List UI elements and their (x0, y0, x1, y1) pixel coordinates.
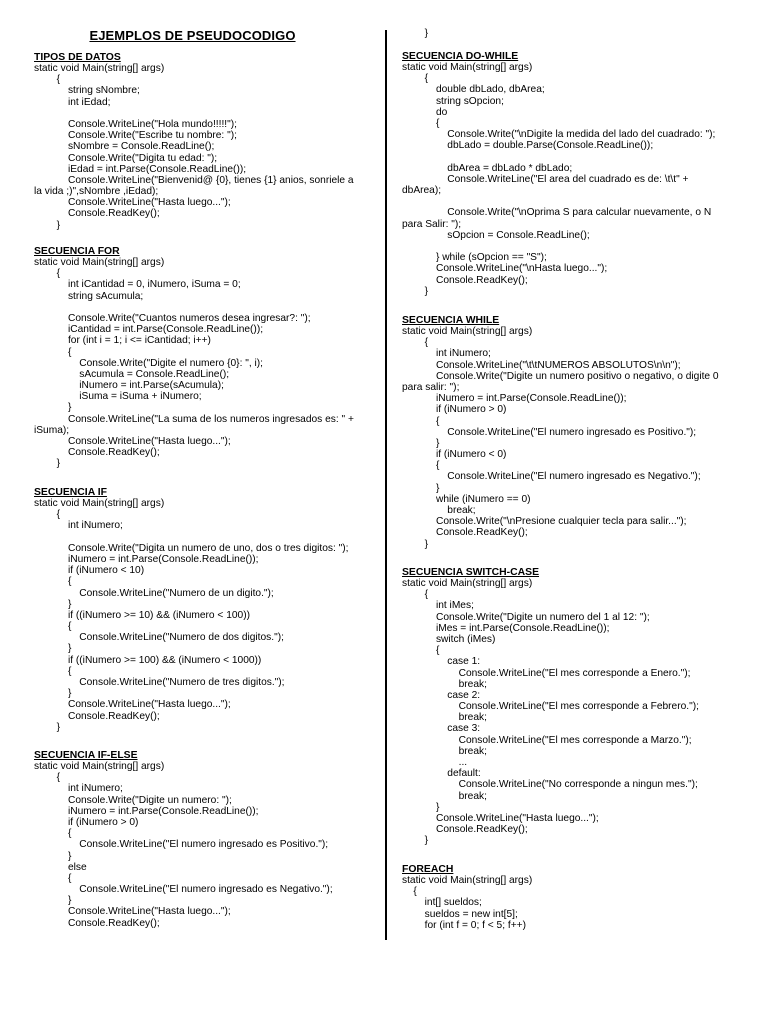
code-line: for (int i = 1; i <= iCantidad; i++) (34, 335, 211, 347)
code-line: if ((iNumero >= 10) && (iNumero < 100)) (34, 609, 250, 621)
code-line: int iEdad; (34, 96, 111, 108)
code-line: Console.ReadKey(); (34, 208, 160, 220)
page-title: EJEMPLOS DE PSEUDOCODIGO (89, 28, 296, 43)
code-line: } (34, 721, 61, 733)
code-line (402, 152, 758, 163)
column-divider (385, 30, 387, 940)
code-line: { (402, 645, 440, 657)
code-line: } (34, 643, 72, 655)
code-line: Console.ReadKey(); (402, 274, 528, 286)
code-line: Console.WriteLine("Numero de dos digitos."); (34, 632, 284, 644)
section-secuencia-if (34, 487, 380, 733)
code-line: iSuma = iSuma + iNumero; (34, 391, 202, 403)
section-secuencia-if-else (34, 750, 380, 929)
section-foreach (402, 864, 758, 931)
code-line: } (34, 895, 72, 907)
code-line: } (402, 801, 440, 813)
code-line: Console.WriteLine("\nHasta luego..."); (402, 263, 608, 275)
code-line: { (34, 872, 72, 884)
code-line: } (402, 28, 429, 39)
code-line: Console.Write("Digita un numero de uno, dos o tres digitos: "); (34, 542, 349, 554)
code-line: } (34, 402, 72, 414)
code-line: Console.Write("Digite un numero positivo o negativo, o digite 0 (402, 370, 719, 382)
section-heading: SECUENCIA SWITCH-CASE (402, 567, 540, 578)
code-line: sueldos = new int[5]; (402, 908, 518, 920)
code-line: } while (sOpcion == "S"); (402, 252, 547, 264)
code-line: iCantidad = int.Parse(Console.ReadLine()); (34, 324, 264, 336)
code-line (34, 302, 380, 313)
code-line: if (iNumero < 0) (402, 449, 507, 461)
code-line (34, 108, 380, 119)
code-line: static void Main(string[] args) (34, 257, 165, 268)
code-line: } (34, 219, 61, 231)
section-heading: SECUENCIA WHILE (402, 315, 500, 326)
section-tipos-de-datos (34, 52, 380, 231)
code-line: Console.WriteLine("La suma de los numeros ingresados es: " + (34, 413, 354, 425)
section-secuencia-while (402, 315, 758, 550)
code-line: sAcumula = Console.ReadLine(); (34, 368, 230, 380)
code-line: } (402, 538, 429, 550)
code-line: { (402, 886, 417, 898)
code-line: Console.Write("\nDigite la medida del lado del cuadrado: "); (402, 129, 716, 141)
code-line: { (34, 509, 61, 521)
code-line: Console.WriteLine("Numero de un digito."); (34, 587, 274, 599)
code-line: Console.WriteLine("\t\tNUMEROS ABSOLUTOS\n\n"); (402, 359, 681, 371)
code-line: Console.ReadKey(); (34, 917, 160, 929)
code-line: Console.Write("Digita tu edad: "); (34, 152, 218, 164)
code-line: para salir: "); (402, 381, 460, 393)
code-line: sOpcion = Console.ReadLine(); (402, 229, 590, 241)
code-line: } (34, 688, 72, 700)
code-line: } (402, 482, 440, 494)
code-line: dbLado = double.Parse(Console.ReadLine()); (402, 140, 654, 152)
code-line: int iMes; (402, 600, 474, 612)
code-line: Console.WriteLine("El numero ingresado es Positivo."); (402, 426, 697, 438)
code-line: dbArea); (402, 185, 442, 197)
code-line: { (34, 74, 61, 86)
code-line: iMes = int.Parse(Console.ReadLine()); (402, 622, 610, 634)
code-line: { (402, 117, 440, 129)
code-line: Console.WriteLine("Hasta luego..."); (34, 197, 231, 209)
code-line: int iNumero; (402, 348, 491, 360)
code-line: if (iNumero > 0) (402, 404, 507, 416)
code-line: Console.WriteLine("Hola mundo!!!!!"); (34, 118, 237, 130)
code-line: Console.WriteLine("Hasta luego..."); (34, 906, 231, 918)
code-line: Console.ReadKey(); (34, 447, 160, 459)
code-line: case 3: (402, 723, 481, 735)
code-line: Console.Write("Digite el numero {0}: ", i); (34, 357, 263, 369)
code-line: la vida ;)",sNombre ,iEdad); (34, 186, 159, 198)
code-line: int[] sueldos; (402, 897, 482, 909)
code-line: switch (iMes) (402, 633, 496, 645)
code-line: { (34, 772, 61, 784)
section-heading: SECUENCIA FOR (34, 246, 120, 257)
code-line (402, 241, 758, 252)
section-secuencia-do-while (402, 51, 758, 297)
code-line: int iCantidad = 0, iNumero, iSuma = 0; (34, 279, 241, 291)
code-line (34, 532, 380, 543)
code-line: } (34, 458, 61, 470)
code-line: Console.Write("\nOprima S para calcular nuevamente, o N (402, 207, 712, 219)
code-line: Console.WriteLine("El numero ingresado es Negativo."); (402, 471, 701, 483)
code-line: break; (402, 505, 476, 516)
code-line: if (iNumero > 0) (34, 816, 139, 828)
code-line: iSuma); (34, 424, 70, 436)
code-line: static void Main(string[] args) (34, 761, 165, 772)
code-line: iNumero = int.Parse(Console.ReadLine()); (34, 553, 259, 565)
code-line: string sNombre; (34, 85, 140, 97)
code-line: Console.WriteLine("Hasta luego..."); (34, 699, 231, 711)
code-line: Console.WriteLine("El numero ingresado es Negativo."); (34, 884, 333, 896)
code-line: while (iNumero == 0) (402, 493, 531, 505)
code-line: Console.Write("Digite un numero: "); (34, 794, 232, 806)
code-line: } (402, 437, 440, 449)
section-secuencia-for (34, 246, 380, 470)
code-line: Console.WriteLine("Bienvenid@ {0}, tienes {1} anios, sonriele a (34, 174, 354, 186)
section-heading: TIPOS DE DATOS (34, 52, 121, 63)
code-line: Console.WriteLine("Hasta luego..."); (402, 812, 599, 824)
code-line: Console.Write("Cuantos numeros desea ingresar?: "); (34, 312, 311, 324)
code-line: default: (402, 768, 481, 780)
code-line: dbArea = dbLado * dbLado; (402, 162, 573, 174)
code-line: { (402, 589, 429, 601)
code-line: static void Main(string[] args) (402, 62, 533, 73)
code-line: string sOpcion; (402, 95, 504, 107)
code-line: for (int f = 0; f < 5; f++) (402, 919, 527, 931)
section-heading: SECUENCIA IF (34, 487, 107, 498)
section-heading: SECUENCIA DO-WHILE (402, 51, 519, 62)
code-line: ... (402, 757, 468, 768)
code-line: break; (402, 790, 487, 802)
code-line: Console.Write("\nPresione cualquier tecla para salir..."); (402, 516, 687, 528)
code-line: if (iNumero < 10) (34, 565, 145, 577)
code-line: Console.Write("Digite un numero del 1 al 12: "); (402, 611, 650, 623)
section-continuation-brace (402, 28, 758, 39)
code-line: break; (402, 745, 487, 757)
code-line: static void Main(string[] args) (402, 875, 533, 886)
code-line: Console.WriteLine("El mes corresponde a Febrero."); (402, 701, 699, 713)
code-line: } (34, 598, 72, 610)
code-line: static void Main(string[] args) (402, 578, 533, 589)
code-line: sNombre = Console.ReadLine(); (34, 141, 215, 153)
code-line: { (402, 460, 440, 472)
code-line: Console.WriteLine("El mes corresponde a Marzo."); (402, 734, 692, 746)
code-line: case 2: (402, 689, 481, 701)
code-line: { (34, 576, 72, 588)
code-line: Console.WriteLine("Hasta luego..."); (34, 436, 231, 447)
code-line: if ((iNumero >= 100) && (iNumero < 1000)) (34, 654, 262, 666)
code-line: { (402, 415, 440, 427)
code-line: Console.ReadKey(); (34, 710, 160, 722)
code-line: { (34, 346, 72, 358)
code-line: iNumero = int.Parse(sAcumula); (34, 380, 224, 392)
code-line (402, 196, 758, 207)
code-line: } (34, 850, 72, 862)
code-line: { (402, 73, 429, 85)
code-line: para Salir: "); (402, 218, 462, 230)
code-line: break; (402, 678, 487, 690)
code-line: Console.WriteLine("El area del cuadrado es de: \t\t" + (402, 173, 689, 185)
code-line: { (34, 621, 72, 633)
code-line: } (402, 285, 429, 297)
code-line: double dbLado, dbArea; (402, 84, 545, 96)
code-line: iEdad = int.Parse(Console.ReadLine()); (34, 163, 247, 175)
code-line: Console.ReadKey(); (402, 824, 528, 836)
code-line: int iNumero; (34, 520, 123, 532)
code-line: Console.ReadKey(); (402, 527, 528, 539)
code-line: break; (402, 712, 487, 724)
code-line: Console.WriteLine("No corresponde a ningun mes."); (402, 779, 698, 791)
code-line: static void Main(string[] args) (34, 63, 165, 74)
code-line: iNumero = int.Parse(Console.ReadLine()); (402, 393, 627, 405)
code-line: static void Main(string[] args) (402, 326, 533, 337)
section-heading: SECUENCIA IF-ELSE (34, 750, 138, 761)
code-line: do (402, 106, 448, 118)
code-line: else (34, 861, 87, 873)
code-line: { (34, 665, 72, 677)
code-line: } (402, 835, 429, 847)
code-line: { (34, 268, 61, 280)
code-line: case 1: (402, 656, 481, 668)
code-line: iNumero = int.Parse(Console.ReadLine()); (34, 805, 259, 817)
section-secuencia-switch-case (402, 567, 758, 847)
code-line: string sAcumula; (34, 290, 144, 302)
code-line: static void Main(string[] args) (34, 498, 165, 509)
code-line: { (402, 337, 429, 349)
section-heading: FOREACH (402, 864, 454, 875)
code-line: { (34, 828, 72, 840)
code-line: Console.WriteLine("El numero ingresado es Positivo."); (34, 839, 329, 851)
code-line: Console.WriteLine("El mes corresponde a Enero."); (402, 667, 691, 679)
code-line: Console.Write("Escribe tu nombre: "); (34, 130, 237, 142)
code-line: Console.WriteLine("Numero de tres digitos."); (34, 677, 285, 688)
code-line: int iNumero; (34, 783, 123, 795)
